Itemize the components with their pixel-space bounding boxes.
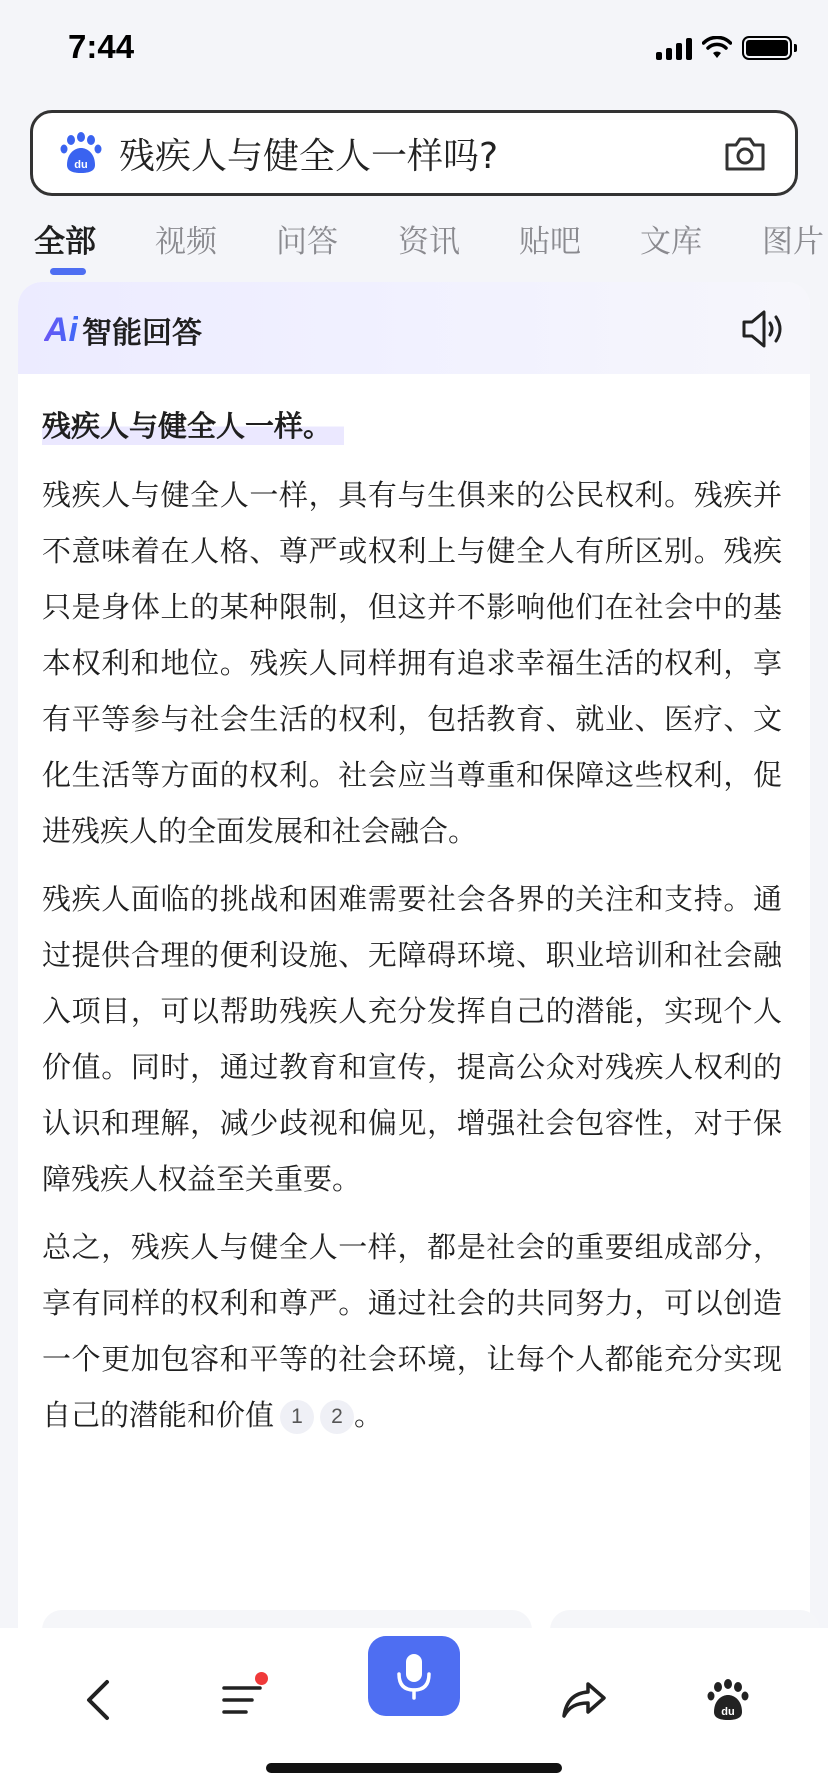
ai-card-header — [18, 282, 810, 374]
voice-search-button[interactable] — [368, 1636, 460, 1716]
status-bar — [0, 0, 828, 100]
ai-answer-card — [18, 282, 810, 1662]
answer-paragraph: 残疾人面临的挑战和困难需要社会各界的关注和支持。通过提供合理的便利设施、无障碍环境、职业培训和社会融入项目，可以帮助残疾人充分发挥自己的潜能，实现个人价值。同时，通过教育和宣传，提高公众对残疾人权利的认识和理解，减少歧视和偏见，增强社会包容性，对于保障残疾人权益至关重要。 — [42, 882, 782, 1196]
back-button[interactable] — [66, 1668, 130, 1732]
answer-paragraph: 残疾人与健全人一样，具有与生俱来的公民权利。残疾并不意味着在人格、尊严或权利上与健全人有所区别。残疾只是身体上的某种限制，但这并不影响他们在社会中的基本权利和地位。残疾人同样拥有追求幸福生活的权利，享有平等参与社会生活的权利，包括教育、就业、医疗、文化生活等方面的权利。社会应当尊重和保障这些权利，促进残疾人的全面发展和社会融合。 — [42, 478, 782, 848]
tab-news[interactable]: 资讯 — [398, 224, 460, 260]
answer-end-punct: 。 — [354, 1398, 384, 1432]
answer-paragraph-last — [42, 1219, 782, 1443]
mic-icon — [394, 1650, 434, 1702]
status-icons — [656, 36, 792, 60]
reference-badge-1[interactable]: 1 — [280, 1400, 314, 1434]
back-icon — [83, 1678, 113, 1722]
battery-icon — [742, 36, 792, 60]
answer-headline: 残疾人与健全人一样。 — [42, 404, 344, 445]
ai-answer-body — [18, 374, 810, 1662]
reference-badge-2[interactable]: 2 — [320, 1400, 354, 1434]
search-box[interactable] — [30, 110, 798, 196]
ai-badge — [44, 308, 202, 352]
menu-button[interactable] — [210, 1668, 274, 1732]
menu-icon — [220, 1682, 264, 1718]
answer-paragraph-text: 总之，残疾人与健全人一样，都是社会的重要组成部分，享有同样的权利和尊严。通过社会的共同努力，可以创造一个更加包容和平等的社会环境，让每个人都能充分实现自己的潜能和价值 — [42, 1230, 782, 1432]
tab-all[interactable]: 全部 — [34, 224, 96, 260]
status-time: 7:44 — [68, 28, 135, 65]
camera-icon[interactable] — [723, 133, 767, 173]
ai-card-title: 智能回答 — [82, 316, 202, 351]
tab-images[interactable]: 图片 — [762, 224, 824, 260]
tab-video[interactable]: 视频 — [155, 224, 217, 260]
wifi-icon — [702, 36, 732, 60]
search-input[interactable]: 残疾人与健全人一样吗? — [119, 135, 499, 177]
baidu-home-button[interactable] — [696, 1668, 760, 1732]
home-indicator[interactable] — [266, 1763, 562, 1773]
share-button[interactable] — [552, 1668, 616, 1732]
baidu-paw-icon — [706, 1678, 750, 1722]
notification-dot — [255, 1672, 268, 1685]
search-tabs — [0, 208, 828, 278]
cellular-signal-icon — [656, 36, 692, 60]
tab-qa[interactable]: 问答 — [276, 224, 338, 260]
speaker-icon[interactable] — [740, 308, 786, 350]
svg-text:du: du — [721, 1706, 735, 1718]
svg-text:du: du — [74, 159, 88, 171]
baidu-logo-icon — [59, 131, 103, 175]
share-icon — [560, 1680, 608, 1720]
active-tab-indicator — [50, 268, 86, 275]
tab-tieba[interactable]: 贴吧 — [519, 224, 581, 260]
tab-wenku[interactable]: 文库 — [640, 224, 702, 260]
ai-logo-icon: Ai — [44, 310, 78, 349]
